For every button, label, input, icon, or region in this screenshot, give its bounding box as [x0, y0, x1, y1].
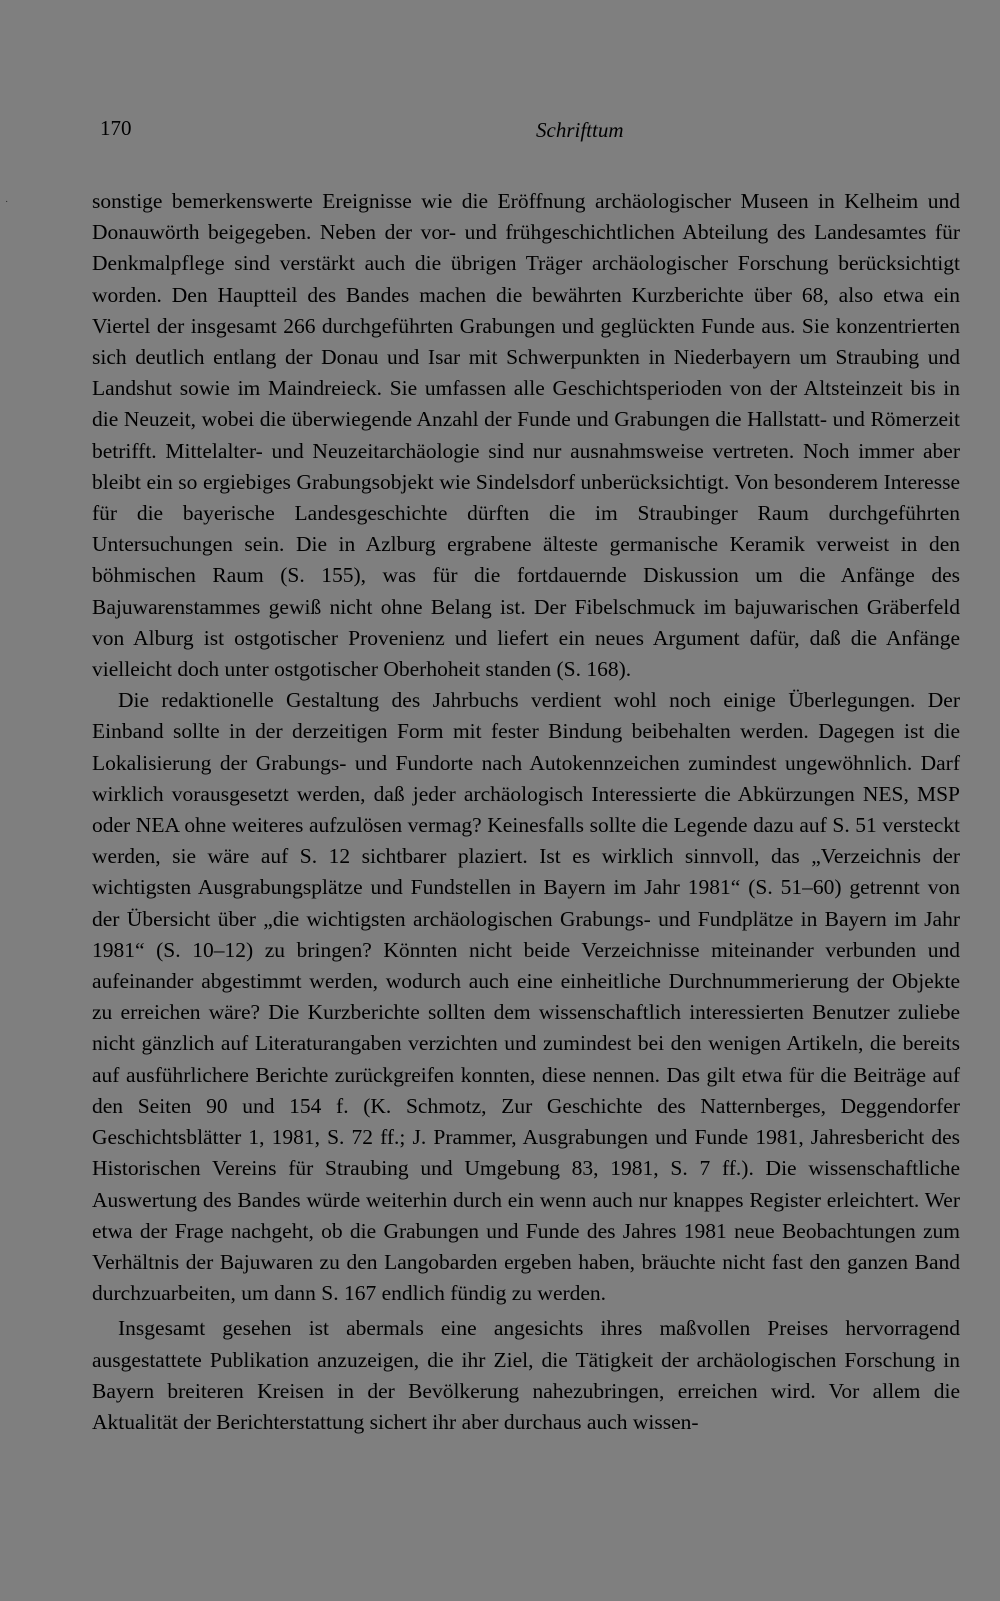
paragraph-continuation: sonstige bemerkenswerte Ereignisse wie die Eröffnung archäologischer Museen in Kelheim und Donauwörth beigegeben. Neben der vor- und frühgeschichtlichen Abteilung des Landesamtes für Denkmalpflege sind verstärkt auch die übrigen Träger archäologischer Forschung berücksichtigt worden. Den Hauptteil des Bandes machen die bewährten Kurzberichte über 68, also etwa ein Viertel der insgesamt 266 durchgeführten Grabungen und geglückten Funde aus. Sie konzentrierten sich deutlich entlang der Donau und Isar mit Schwerpunkten in Niederbayern um Straubing und Landshut sowie im Maindreieck. Sie umfassen alle Geschichtsperioden von der Altsteinzeit bis in die Neuzeit, wobei die überwiegende Anzahl der Funde und Grabungen die Hallstatt- und Römerzeit betrifft. Mittelalter- und Neuzeitarchäologie sind nur ausnahmsweise vertreten. Noch immer aber bleibt ein so ergiebiges Grabungsobjekt wie Sindelsdorf unberücksichtigt. Von besonderem Interesse für die bayerische Landesgeschichte dürften die im Straubinger Raum durchgeführten Untersuchungen sein. Die in Azlburg ergrabene älteste germanische Keramik verweist in den böhmischen Raum (S. 155), was für die fortdauernde Diskussion um die Anfänge des Bajuwarenstammes gewiß nicht ohne Belang ist. Der Fibelschmuck im bajuwarischen Gräberfeld von Alburg ist ostgotischer Provenienz und liefert ein neues Argument dafür, daß die Anfänge vielleicht doch unter ostgotischer Oberhoheit standen (S. 168). [92, 189, 960, 682]
running-title: Schrifttum [536, 118, 624, 142]
page-header [100, 112, 630, 152]
body-text [92, 186, 960, 1438]
paragraph-editorial-design: Die redaktionelle Gestaltung des Jahrbuchs verdient wohl noch einige Überlegungen. Der Einband sollte in der derzeitigen Form mit fester Bindung beibehalten werden. Dagegen ist die Lokalisierung der Grabungs- und Fundorte nach Autokennzeichen zumindest ungewöhnlich. Darf wirklich vorausgesetzt werden, daß jeder archäologisch Interessierte die Abkürzungen NES, MSP oder NEA ohne weiteres aufzulösen vermag? Keinesfalls sollte die Legende dazu auf S. 51 versteckt werden, sie wäre auf S. 12 sichtbarer plaziert. Ist es wirklich sinnvoll, das „Verzeichnis der wichtigsten Ausgrabungsplätze und Fundstellen in Bayern im Jahr 1981“ (S. 51–60) getrennt von der Übersicht über „die wichtigsten archäologischen Grabungs- und Fundplätze in Bayern im Jahr 1981“ (S. 10–12) zu bringen? Könnten nicht beide Verzeichnisse miteinander verbunden und aufeinander abgestimmt werden, wodurch auch eine einheitliche Durchnummerierung der Objekte zu erreichen wäre? Die Kurzberichte sollten dem wissenschaftlich interessierten Benutzer zuliebe nicht gänzlich auf Literaturangaben verzichten und zumindest bei den wenigen Artikeln, die bereits auf ausführlichere Berichte zurückgreifen konnten, diese nennen. Das gilt etwa für die Beiträge auf den Seiten 90 und 154 f. (K. Schmotz, Zur Geschichte des Natternberges, Deggendorfer Geschichtsblätter 1, 1981, S. 72 ff.; J. Prammer, Ausgrabungen und Funde 1981, Jahresbericht des Historischen Vereins für Straubing und Umgebung 83, 1981, S. 7 ff.). Die wissenschaftliche Auswertung des Bandes würde weiterhin durch ein wenn auch nur knappes Register erleichtert. Wer etwa der Frage nachgeht, ob die Grabungen und Funde des Jahres 1981 neue Beobachtungen zum Verhältnis der Bajuwaren zu den Langobarden ergeben haben, bräuchte nicht fast den ganzen Band durchzuarbeiten, um dann S. 167 endlich fündig zu werden. [92, 688, 960, 1306]
paragraph-conclusion: Insgesamt gesehen ist abermals eine angesichts ihres maßvollen Preises hervorragend ausgestattete Publikation anzuzeigen, die ihr Ziel, die Tätigkeit der archäologischen Forschung in Bayern breiteren Kreisen in der Bevölkerung nahezubringen, erreichen wird. Vor allem die Aktualität der Berichterstattung sichert ihr aber durchaus auch wissen- [92, 1316, 960, 1434]
scan-speck: ˙ [5, 200, 9, 211]
page-number: 170 [100, 116, 132, 140]
